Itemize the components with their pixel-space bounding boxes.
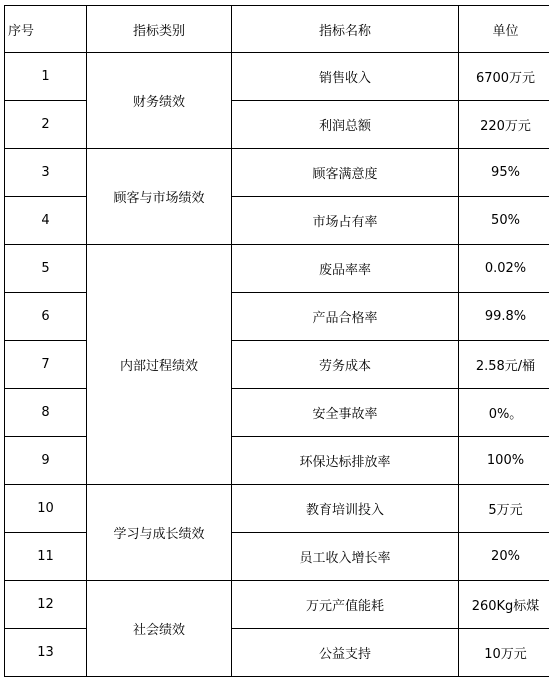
indicator-unit: 50%: [459, 197, 549, 245]
table-header-row: [5, 6, 549, 53]
indicator-name: 市场占有率: [232, 197, 459, 245]
indicator-unit: 0.02%: [459, 245, 549, 293]
indicator-table: [4, 5, 549, 677]
table-row: [5, 341, 549, 389]
table-row: [5, 533, 549, 581]
table-row: [5, 101, 549, 149]
indicator-name: 利润总额: [232, 101, 459, 149]
indicator-unit: 100%: [459, 437, 549, 485]
table-row: [5, 437, 549, 485]
category-cell: 学习与成长绩效: [87, 485, 232, 581]
indicator-unit: 95%: [459, 149, 549, 197]
indicator-name: 销售收入: [232, 53, 459, 101]
category-cell: 顾客与市场绩效: [87, 149, 232, 245]
header-index: 序号: [5, 6, 87, 53]
row-index: 9: [5, 437, 87, 485]
indicator-unit: 0%。: [459, 389, 549, 437]
row-index: 2: [5, 101, 87, 149]
row-index: 1: [5, 53, 87, 101]
indicator-name: 顾客满意度: [232, 149, 459, 197]
indicator-name: 员工收入增长率: [232, 533, 459, 581]
table-row: [5, 197, 549, 245]
indicator-unit: 10万元: [459, 629, 549, 677]
indicator-name: 劳务成本: [232, 341, 459, 389]
row-index: 8: [5, 389, 87, 437]
indicator-name: 公益支持: [232, 629, 459, 677]
row-index: 7: [5, 341, 87, 389]
row-index: 10: [5, 485, 87, 533]
table-row: [5, 53, 549, 101]
category-cell: 财务绩效: [87, 53, 232, 149]
indicator-unit: 5万元: [459, 485, 549, 533]
indicator-name: 教育培训投入: [232, 485, 459, 533]
indicator-name: 废品率率: [232, 245, 459, 293]
table-row: [5, 245, 549, 293]
table-row: [5, 149, 549, 197]
table-row: [5, 629, 549, 677]
row-index: 3: [5, 149, 87, 197]
header-indicator-name: 指标名称: [232, 6, 459, 53]
row-index: 13: [5, 629, 87, 677]
table-row: [5, 485, 549, 533]
indicator-unit: 20%: [459, 533, 549, 581]
indicator-name: 环保达标排放率: [232, 437, 459, 485]
indicator-unit: 220万元: [459, 101, 549, 149]
table-row: [5, 293, 549, 341]
indicator-name: 产品合格率: [232, 293, 459, 341]
row-index: 5: [5, 245, 87, 293]
row-index: 4: [5, 197, 87, 245]
header-category: 指标类别: [87, 6, 232, 53]
table-row: [5, 389, 549, 437]
table-row: [5, 581, 549, 629]
row-index: 12: [5, 581, 87, 629]
header-unit: 单位: [459, 6, 549, 53]
indicator-unit: 6700万元: [459, 53, 549, 101]
category-cell: 内部过程绩效: [87, 245, 232, 485]
indicator-unit: 2.58元/桶: [459, 341, 549, 389]
indicator-unit: 260Kg标煤: [459, 581, 549, 629]
row-index: 11: [5, 533, 87, 581]
indicator-name: 万元产值能耗: [232, 581, 459, 629]
indicator-unit: 99.8%: [459, 293, 549, 341]
row-index: 6: [5, 293, 87, 341]
indicator-name: 安全事故率: [232, 389, 459, 437]
category-cell: 社会绩效: [87, 581, 232, 677]
